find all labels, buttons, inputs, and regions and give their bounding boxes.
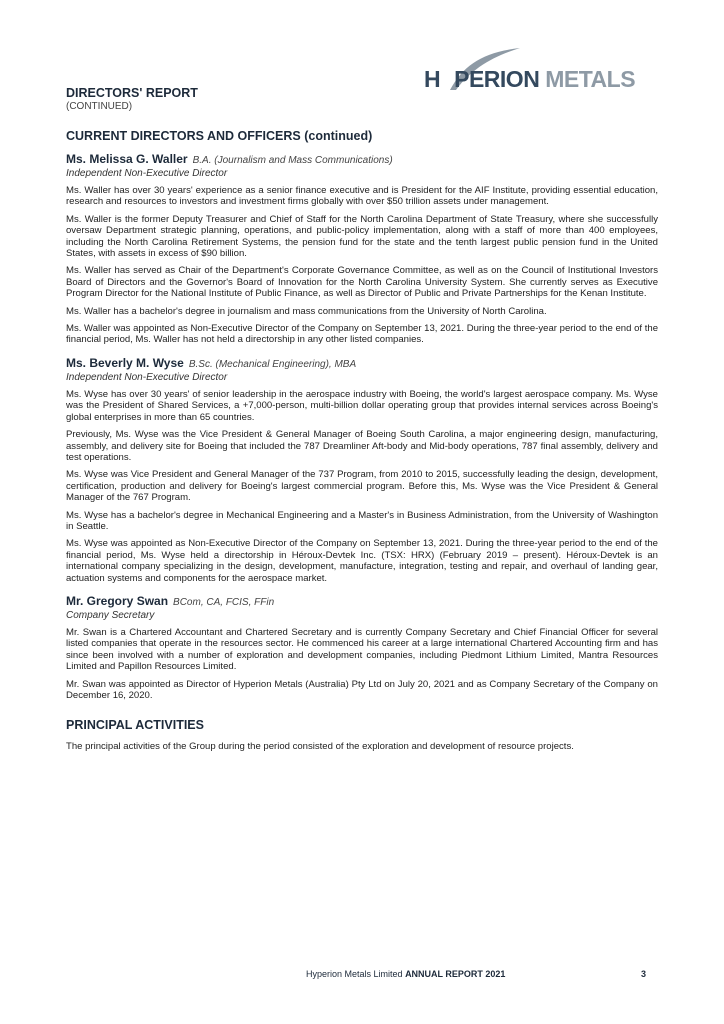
person-role: Independent Non-Executive Director [66, 168, 228, 179]
person-quals: BCom, CA, FCIS, FFin [173, 596, 275, 608]
page-number: 3 [641, 969, 647, 979]
bio-paragraph: Ms. Wyse has a bachelor's degree in Mechanical Engineering and a Master's in Business Administration, from the University of Washington in Seattle. [66, 509, 658, 532]
bio-paragraph: Ms. Wyse has over 30 years' of senior leadership in the aerospace industry with Boeing, the world's largest aerospace company. Ms. Wyse was the President of Shared Services, a +7,000-person, multi-billion dollar operating group that provides internal services across Boeing's global enterprises in more than 65 countries. [66, 388, 658, 423]
bio-paragraph: Mr. Swan is a Chartered Accountant and Chartered Secretary and is currently Company Secretary and Chief Financial Officer for several listed companies that operate in the resources sector. He commenced his career at a large international Chartered Accounting firm and has since been involved with a number of exploration and development companies, including Piedmont Lithium Limited, Mantra Resources Limited and Papillon Resources Limited. [66, 626, 658, 673]
page-footer [306, 969, 505, 979]
bio-paragraph: Ms. Waller has a bachelor's degree in journalism and mass communications from the University of North Carolina. [66, 305, 547, 317]
report-subtitle: (CONTINUED) [66, 101, 133, 112]
bio-paragraph: Ms. Wyse was appointed as Non-Executive Director of the Company on September 13, 2021. During the three-year period to the end of the financial period, Ms. Wyse held a directorship in Héroux-Devtek Inc. (TSX: HRX) (February 2019 – present). Héroux-Devtek is an international company specializing in the design, development, manufacture, integration, testing and repair, and overhaul of landing gear, actuation systems and components for the aerospace market. [66, 538, 658, 584]
person-name: Ms. Melissa G. Waller [66, 152, 188, 166]
principal-activities-text: The principal activities of the Group during the period consisted of the exploration and development of resource projects. [66, 741, 574, 753]
person-heading [66, 152, 658, 168]
page-content [66, 128, 658, 759]
logo-part3: METALS [539, 66, 636, 92]
bio-paragraph: Ms. Waller has over 30 years' experience as a senior finance executive and is President for the AIF Institute, providing essential education, research and resources to investors and investment firms globally with over $50 trillion assets under management. [66, 185, 658, 208]
report-title: DIRECTORS' REPORT [66, 86, 198, 100]
person-role: Company Secretary [66, 609, 155, 621]
person-quals: B.Sc. (Mechanical Engineering), MBA [188, 358, 357, 370]
principal-activities-title: PRINCIPAL ACTIVITIES [66, 718, 204, 733]
person-quals: B.A. (Journalism and Mass Communications) [192, 155, 393, 166]
company-logo [424, 46, 660, 96]
logo-part2: PERION [454, 66, 540, 92]
bio-paragraph: Mr. Swan was appointed as Director of Hyperion Metals (Australia) Pty Ltd on July 20, 2021 and as Company Secretary of the Company on December 16, 2020. [66, 678, 658, 701]
person-waller [66, 152, 658, 346]
report-header [66, 86, 198, 113]
bio-paragraph: Ms. Waller has served as Chair of the Department's Corporate Governance Committee, as well as on the Council of Institutional Investors Board of Directors and the Governor's Board of Innovation for the North Carolina University System. She currently serves as Executive Program Director for the National Institute of Public Finance, as well as Director of Public and Private Partnerships for the Kenan Institute. [66, 265, 658, 300]
bio-paragraph: Ms. Waller is the former Deputy Treasurer and Chief of Staff for the North Carolina Department of State Treasury, where she successfully oversaw Department strategic planning, operations, and public-policy implementation, along with a staff of more than 400 employees, including the North Carolina Retirement Systems, the pension fund for the state and the tenth largest public pension fund in the United States, with assets in excess of $90 billion. [66, 213, 658, 260]
person-role: Independent Non-Executive Director [66, 371, 228, 383]
logo-wordmark [424, 66, 635, 92]
bio-paragraph: Previously, Ms. Wyse was the Vice President & General Manager of Boeing South Carolina, a major engineering design, manufacturing, assembly, and delivery site for Boeing that included the 787 Dreamliner Aft-body and Mid-body operations, 787 final assembly, delivery and test operations. [66, 429, 658, 463]
section-title: CURRENT DIRECTORS AND OFFICERS (continued) [66, 129, 373, 143]
footer-company: Hyperion Metals Limited [306, 969, 403, 979]
person-name: Ms. Beverly M. Wyse [66, 355, 184, 370]
bio-paragraph: Ms. Wyse was Vice President and General Manager of the 737 Program, from 2010 to 2015, successfully leading the design, development, certification, production and delivery for Boeing's largest commercial program. Before this, Ms. Wyse was the Vice President & General Manager of the 767 Program. [66, 469, 658, 504]
person-swan [66, 594, 658, 701]
person-heading [66, 594, 658, 610]
footer-report: ANNUAL REPORT 2021 [405, 969, 506, 979]
logo-part1: H [424, 66, 441, 92]
person-wyse [66, 356, 658, 584]
person-heading [66, 356, 658, 372]
person-name: Mr. Gregory Swan [66, 593, 169, 608]
bio-paragraph: Ms. Waller was appointed as Non-Executive Director of the Company on September 13, 2021. During the three-year period to the end of the financial period, Ms. Waller has not held a directorship in any other listed companies. [66, 323, 658, 346]
